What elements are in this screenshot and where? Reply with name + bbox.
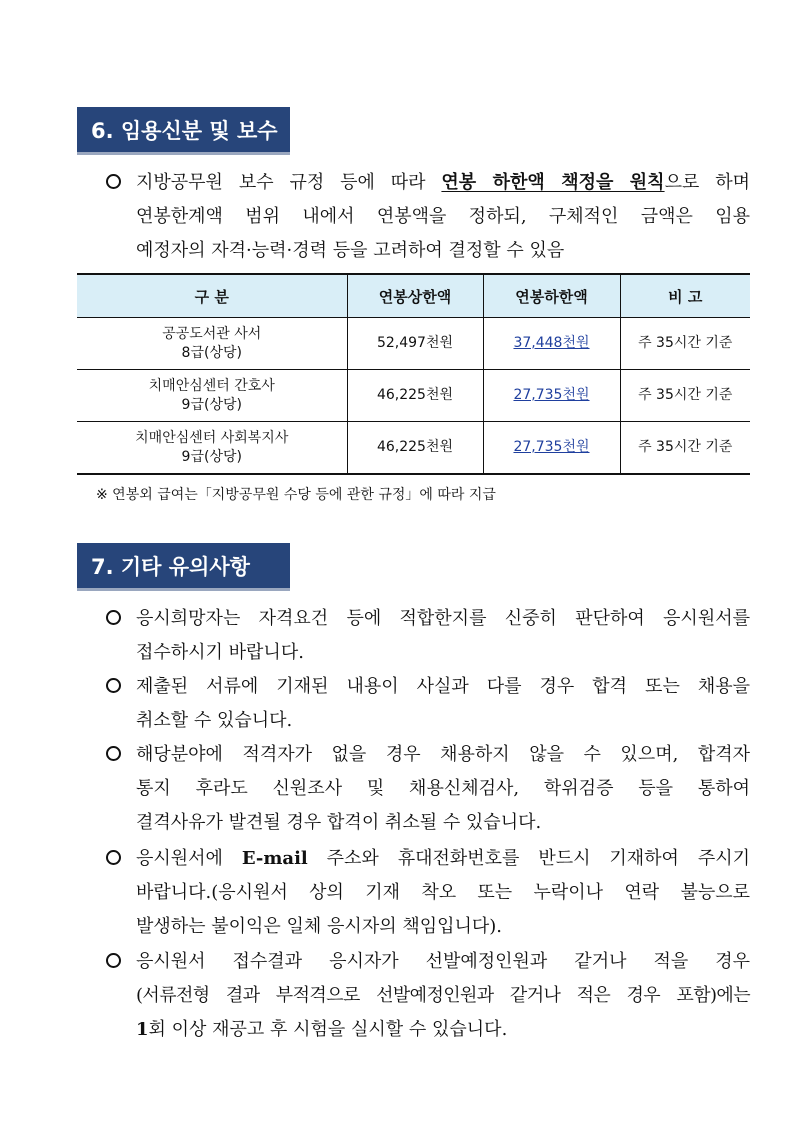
category-cell: 공공도서관 사서 8급(상당) [77, 318, 347, 370]
bullet-circle-icon [106, 746, 121, 761]
notice-item: 해당분야에 적격자가 없을 경우 채용하지 않을 수 있으며, 합격자 통지 후라도 신원조사 및 채용신체검사, 학위검증 등을 통하여 결격사유가 발견될 경우 합격이 취소될 수 있습니다. [106, 738, 750, 840]
section-7-header [77, 543, 290, 591]
column-header: 연봉하한액 [483, 274, 620, 318]
column-header: 연봉상한액 [347, 274, 483, 318]
salary-bullet [106, 166, 750, 268]
bullet-circle-icon [106, 174, 121, 189]
emphasis-text: 연봉 하한액 책정을 원칙 [441, 172, 665, 193]
column-header: 구 분 [77, 274, 347, 318]
bullet-circle-icon [106, 678, 121, 693]
lower-limit-cell: 27,735천원 [483, 422, 620, 475]
bullet-line: 지방공무원 보수 규정 등에 따라 연봉 하한액 책정을 원칙으로 하며 [136, 172, 750, 193]
category-cell: 치매안심센터 사회복지사 9급(상당) [77, 422, 347, 475]
bullet-circle-icon [106, 953, 121, 968]
note-cell: 주 35시간 기준 [620, 422, 750, 475]
table-row [77, 370, 750, 422]
salary-footnote: ※ 연봉외 급여는「지방공무원 수당 등에 관한 규정」에 따라 지급 [96, 487, 496, 503]
notice-item: 응시희망자는 자격요건 등에 적합한지를 신중히 판단하여 응시원서를 접수하시기 바랍니다. [106, 602, 750, 670]
section-6-header [77, 107, 290, 155]
column-header: 비 고 [620, 274, 750, 318]
upper-limit-cell: 46,225천원 [347, 422, 483, 475]
lower-limit-cell: 37,448천원 [483, 318, 620, 370]
salary-table [77, 273, 750, 475]
bullet-circle-icon [106, 610, 121, 625]
upper-limit-cell: 52,497천원 [347, 318, 483, 370]
bullet-line: 연봉한계액 범위 내에서 연봉액을 정하되, 구체적인 금액은 임용 [136, 206, 750, 227]
section-6-title: 6. 임용신분 및 보수 [91, 118, 278, 143]
category-cell: 치매안심센터 간호사 9급(상당) [77, 370, 347, 422]
lower-limit-cell: 27,735천원 [483, 370, 620, 422]
notice-item: 제출된 서류에 기재된 내용이 사실과 다를 경우 합격 또는 채용을 취소할 수 있습니다. [106, 670, 750, 738]
table-row [77, 318, 750, 370]
note-cell: 주 35시간 기준 [620, 318, 750, 370]
upper-limit-cell: 46,225천원 [347, 370, 483, 422]
notice-item: 응시원서에 E-mail 주소와 휴대전화번호를 반드시 기재하여 주시기 바랍니다.(응시원서 상의 기재 착오 또는 누락이나 연락 불능으로 발생하는 불이익은 일체 응시자의 책임입니다). [106, 842, 750, 944]
section-7-title: 7. 기타 유의사항 [91, 554, 250, 579]
email-emphasis: E-mail [241, 848, 308, 869]
bullet-line: 예정자의 자격·능력·경력 등을 고려하여 결정할 수 있음 [136, 240, 565, 261]
table-header-row [77, 274, 750, 318]
note-cell: 주 35시간 기준 [620, 370, 750, 422]
table-row [77, 422, 750, 475]
notice-item: 응시원서 접수결과 응시자가 선발예정인원과 같거나 적을 경우 (서류전형 결과 부적격으로 선발예정인원과 같거나 적은 경우 포함)에는 1회 이상 재공고 후 시험을 실시할 수 있습니다. [106, 945, 750, 1047]
bullet-circle-icon [106, 850, 121, 865]
